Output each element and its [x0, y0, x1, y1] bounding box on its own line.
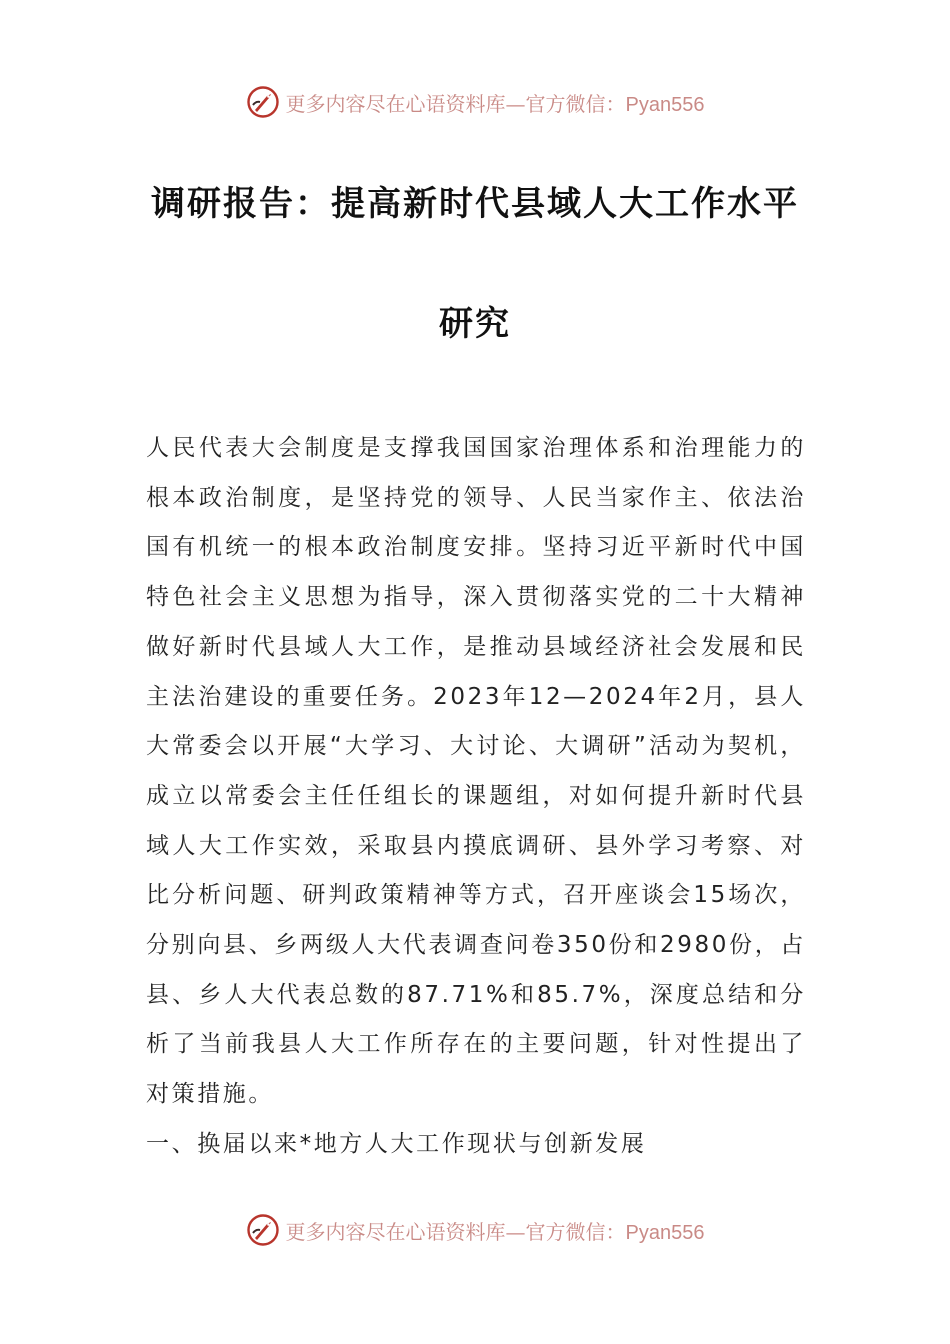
header-banner — [0, 82, 950, 122]
section-heading: 一、换届以来*地方人大工作现状与创新发展 — [146, 1131, 647, 1157]
pen-nib-icon — [246, 85, 280, 119]
document-title-line-1: 调研报告：提高新时代县域人大工作水平 — [151, 184, 799, 224]
footer-banner — [0, 1210, 950, 1250]
banner-text: 更多内容尽在心语资料库—官方微信：Pyan556 — [285, 1219, 705, 1244]
banner-text: 更多内容尽在心语资料库—官方微信：Pyan556 — [285, 91, 705, 116]
body-paragraph: 人民代表大会制度是支撑我国国家治理体系和治理能力的根本政治制度，是坚持党的领导、人民当家作主、依法治国有机统一的根本政治制度安排。坚持习近平新时代中国特色社会主义思想为指导，深入贯彻落实党的二十大精神做好新时代县域人大工作，是推动县域经济社会发展和民主法治建设的重要任务。2023年12—2024年2月，县人大常委会以开展“大学习、大讨论、大调研”活动为契机，成立以常委会主任任组长的课题组，对如何提升新时代县域人大工作实效，采取县内摸底调研、县外学习考察、对比分析问题、研判政策精神等方式，召开座谈会15场次，分别向县、乡两级人大代表调查问卷350份和2980份，占县、乡人大代表总数的87.71%和85.7%，深度总结和分析了当前我县人大工作所存在的主要问题，针对性提出了对策措施。 — [146, 435, 806, 1108]
pen-nib-icon — [246, 1213, 280, 1247]
wechat-id: Pyan556 — [625, 93, 705, 116]
document-title-line-2: 研究 — [439, 304, 511, 344]
wechat-id: Pyan556 — [625, 1221, 705, 1244]
